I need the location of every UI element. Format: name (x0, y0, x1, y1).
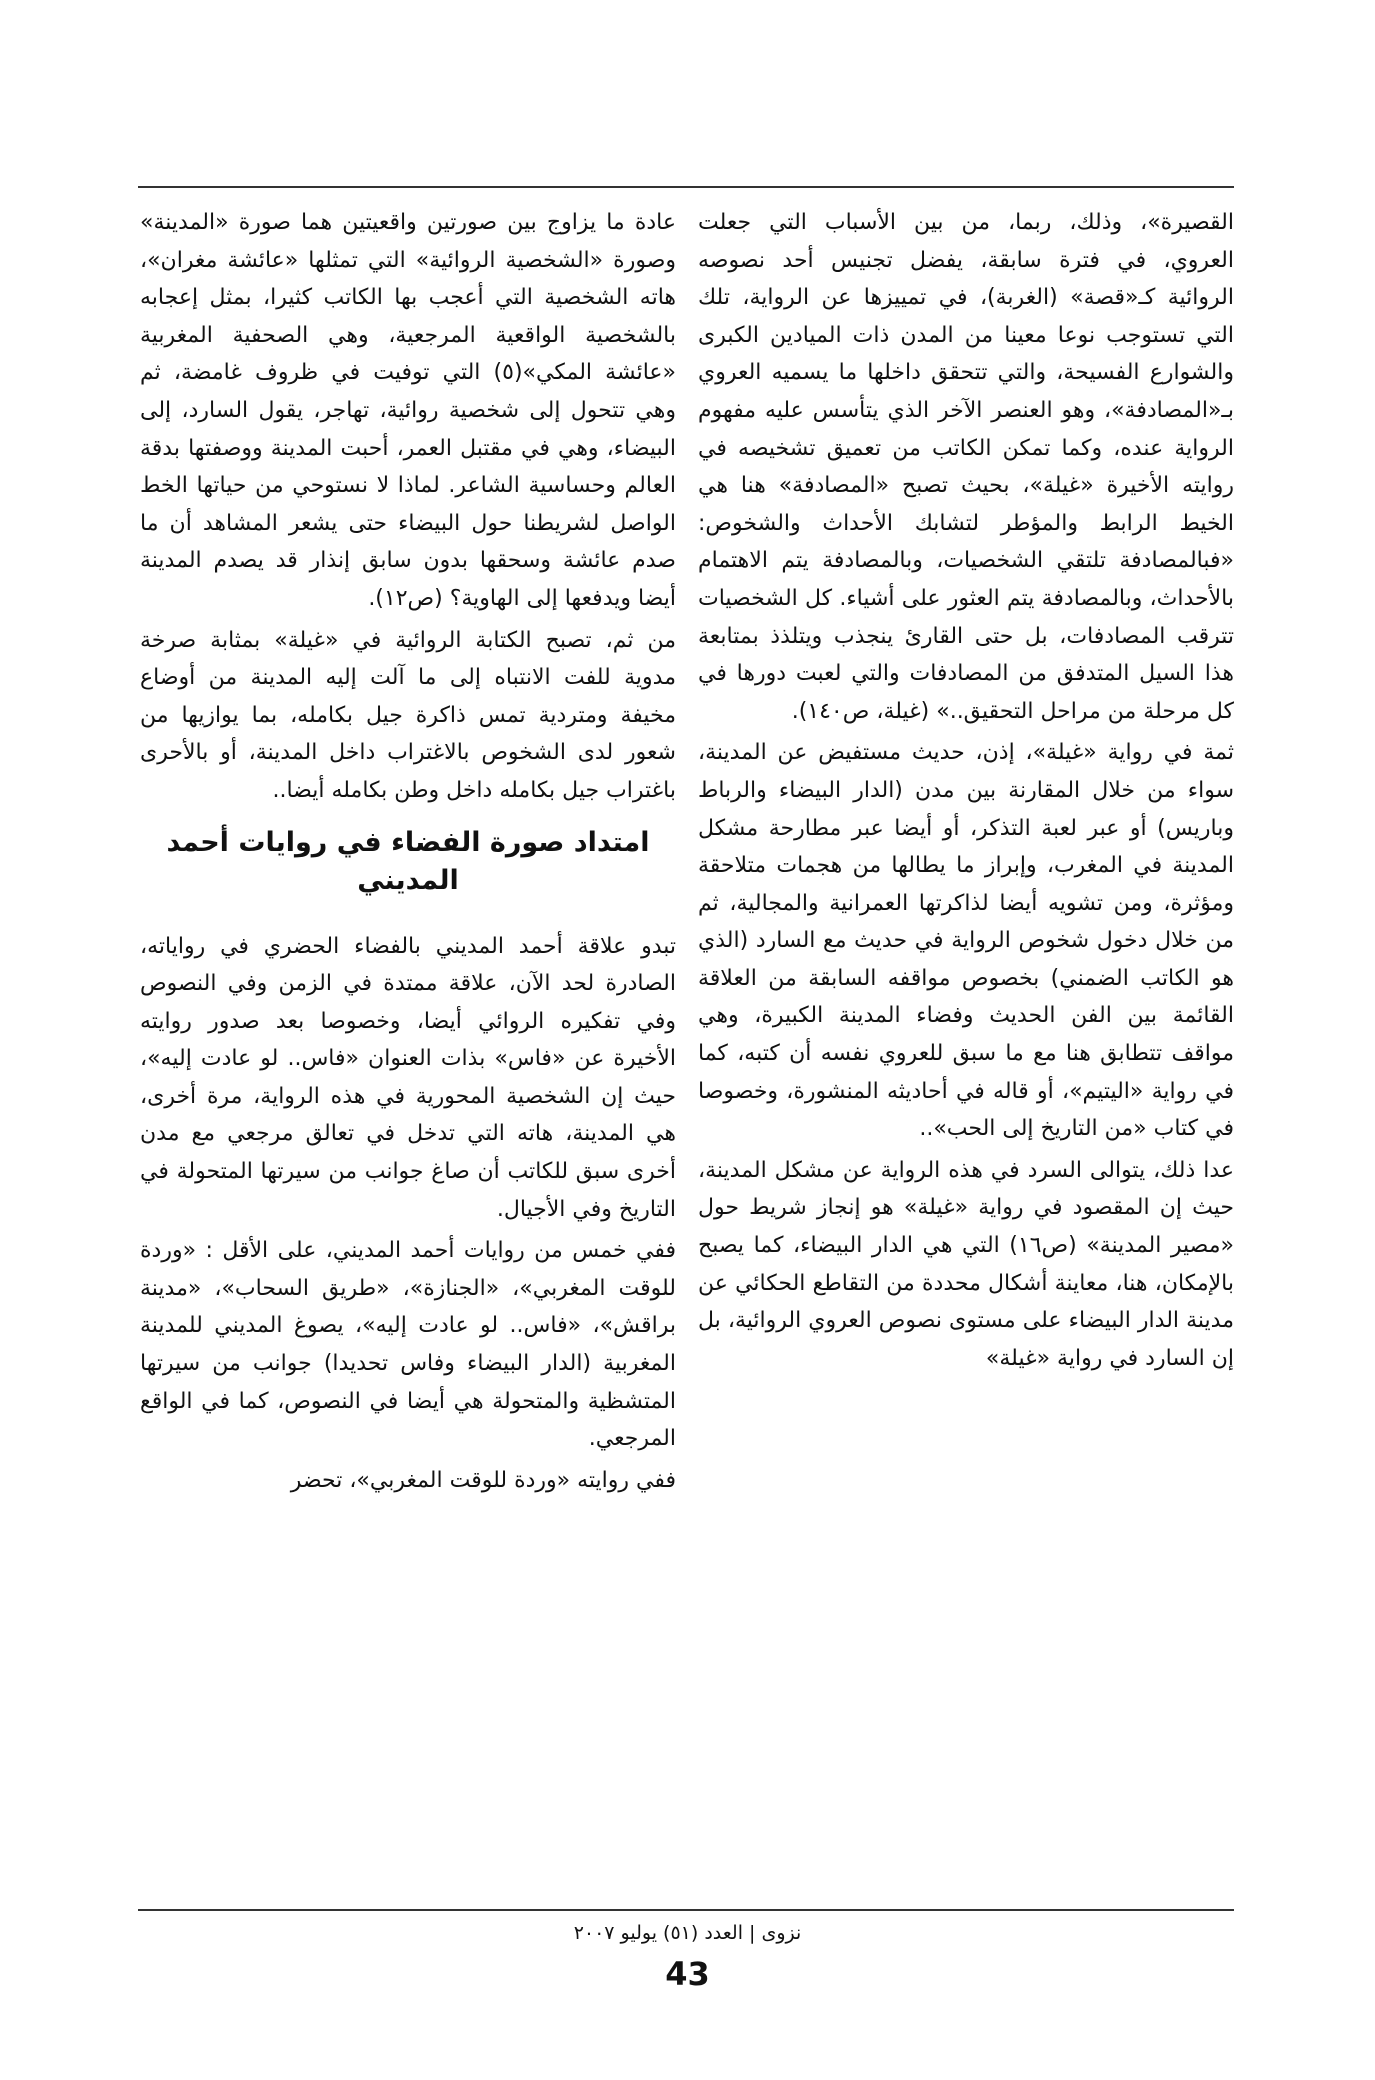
paragraph: عدا ذلك، يتوالى السرد في هذه الرواية عن مشكل المدينة، حيث إن المقصود في رواية «غيلة» هو إنجاز شريط حول «مصير المدينة» (ص١٦) التي هي الدار البيضاء، كما يصبح بالإمكان، هنا، معاينة أشكال محددة من التقاطع الحكائي عن مدينة الدار البيضاء على مستوى نصوص العروي الروائية، بل إن السارد في رواية «غيلة» (698, 1157, 1234, 1371)
paragraph: عادة ما يزاوج بين صورتين واقعيتين هما صورة «المدينة» وصورة «الشخصية الروائية» التي تمثلها «عائشة مغران»، هاته الشخصية التي أعجب بها الكاتب كثيرا، بمثل إعجابه بالشخصية الواقعية المرجعية، وهي الصحفية المغربية «عائشة المكي»(٥) التي توفيت في ظروف غامضة، ثم وهي تتحول إلى شخصية روائية، تهاجر، يقول السارد، إلى البيضاء، وهي في مقتبل العمر، أحبت المدينة ووصفتها بدقة العالم وحساسية الشاعر. لماذا لا نستوحي من حياتها الخط الواصل لشريطنا حول البيضاء حتى يشعر المشاهد أن ما صدم عائشة وسحقها بدون سابق إنذار قد يصدم المدينة أيضا ويدفعها إلى الهاوية؟ (ص١٢). (140, 210, 676, 611)
paragraph: ففي روايته «وردة للوقت المغربي»، تحضر (290, 1467, 676, 1493)
left-column (140, 204, 676, 1899)
section-heading: امتداد صورة الفضاء في روايات أحمد المديني (166, 826, 650, 896)
page-number: 43 (665, 1955, 710, 1993)
paragraph: ثمة في رواية «غيلة»، إذن، حديث مستفيض عن المدينة، سواء من خلال المقارنة بين مدن (الدار البيضاء والرباط وباريس) أو عبر لعبة التذكر، أو أيضا عبر مطارحة مشكل المدينة في المغرب، وإبراز ما يطالها من هجمات متلاحقة ومؤثرة، ومن تشويه أيضا لذاكرتها العمرانية والمجالية، ثم من خلال دخول شخوص الرواية في حديث مع السارد (الذي هو الكاتب الضمني) بخصوص مواقفه السابقة من العلاقة القائمة بين الفن الحديث وفضاء المدينة الكبيرة، وهي مواقف تتطابق هنا مع ما سبق للعروي نفسه أن كتبه، كما في رواية «اليتيم»، أو قاله في أحاديثه المنشورة، وخصوصا في كتاب «من التاريخ إلى الحب».. (698, 740, 1234, 1142)
right-column (698, 204, 1234, 1899)
top-rule (138, 186, 1234, 188)
paragraph: من ثم، تصبح الكتابة الروائية في «غيلة» بمثابة صرخة مدوية للفت الانتباه إلى ما آلت إليه المدينة من أوضاع مخيفة ومتردية تمس ذاكرة جيل بكامله، بما يوازيها من شعور لدى الشخوص بالاغتراب داخل المدينة، أو بالأحرى باغتراب جيل بكامله داخل وطن بكامله أيضا.. (140, 627, 676, 803)
paragraph: ففي خمس من روايات أحمد المديني، على الأقل : «وردة للوقت المغربي»، «الجنازة»، «طريق السحاب»، «مدينة براقش»، «فاس.. لو عادت إليه»، يصوغ المديني للمدينة المغربية (الدار البيضاء وفاس تحديدا) جوانب من سيرتها المتشظية والمتحولة هي أيضا في النصوص، كما في الواقع المرجعي. (140, 1238, 676, 1452)
issue-info: نزوى | العدد (٥١) يوليو ٢٠٠٧ (573, 1922, 802, 1944)
paragraph: القصيرة»، وذلك، ربما، من بين الأسباب التي جعلت العروي، في فترة سابقة، يفضل تجنيس أحد نصوصه الروائية كـ«قصة» (الغربة)، في تمييزها عن الرواية، تلك التي تستوجب نوعا معينا من المدن ذات الميادين الكبرى والشوارع الفسيحة، والتي تتحقق داخلها ما يسميه العروي بـ«المصادفة»، وهو العنصر الآخر الذي يتأسس عليه مفهوم الرواية عنده، وكما تمكن الكاتب من تعميق تشخيصه في روايته الأخيرة «غيلة»، بحيث تصبح «المصادفة» هنا هي الخيط الرابط والمؤطر لتشابك الأحداث والشخوص: «فبالمصادفة تلتقي الشخصيات، وبالمصادفة يتم الاهتمام بالأحداث، وبالمصادفة يتم العثور على أشياء. كل الشخصيات تترقب المصادفات، بل حتى القارئ ينجذب ويتلذذ بمتابعة هذا السيل المتدفق من المصادفات والتي لعبت دورها في كل مرحلة من مراحل التحقيق..» (غيلة، ص١٤٠). (698, 210, 1234, 724)
bottom-rule (138, 1909, 1234, 1911)
paragraph: تبدو علاقة أحمد المديني بالفضاء الحضري في رواياته، الصادرة لحد الآن، علاقة ممتدة في الزمن وفي النصوص وفي تفكيره الروائي أيضا، وخصوصا بعد صدور روايته الأخيرة عن «فاس» بذات العنوان «فاس.. لو عادت إليه»، حيث إن الشخصية المحورية في هذه الرواية، مرة أخرى، هي المدينة، هاته التي تدخل في تعالق مرجعي مع مدن أخرى سبق للكاتب أن صاغ جوانب من سيرتها المتحولة في التاريخ وفي الأجيال. (140, 933, 676, 1222)
